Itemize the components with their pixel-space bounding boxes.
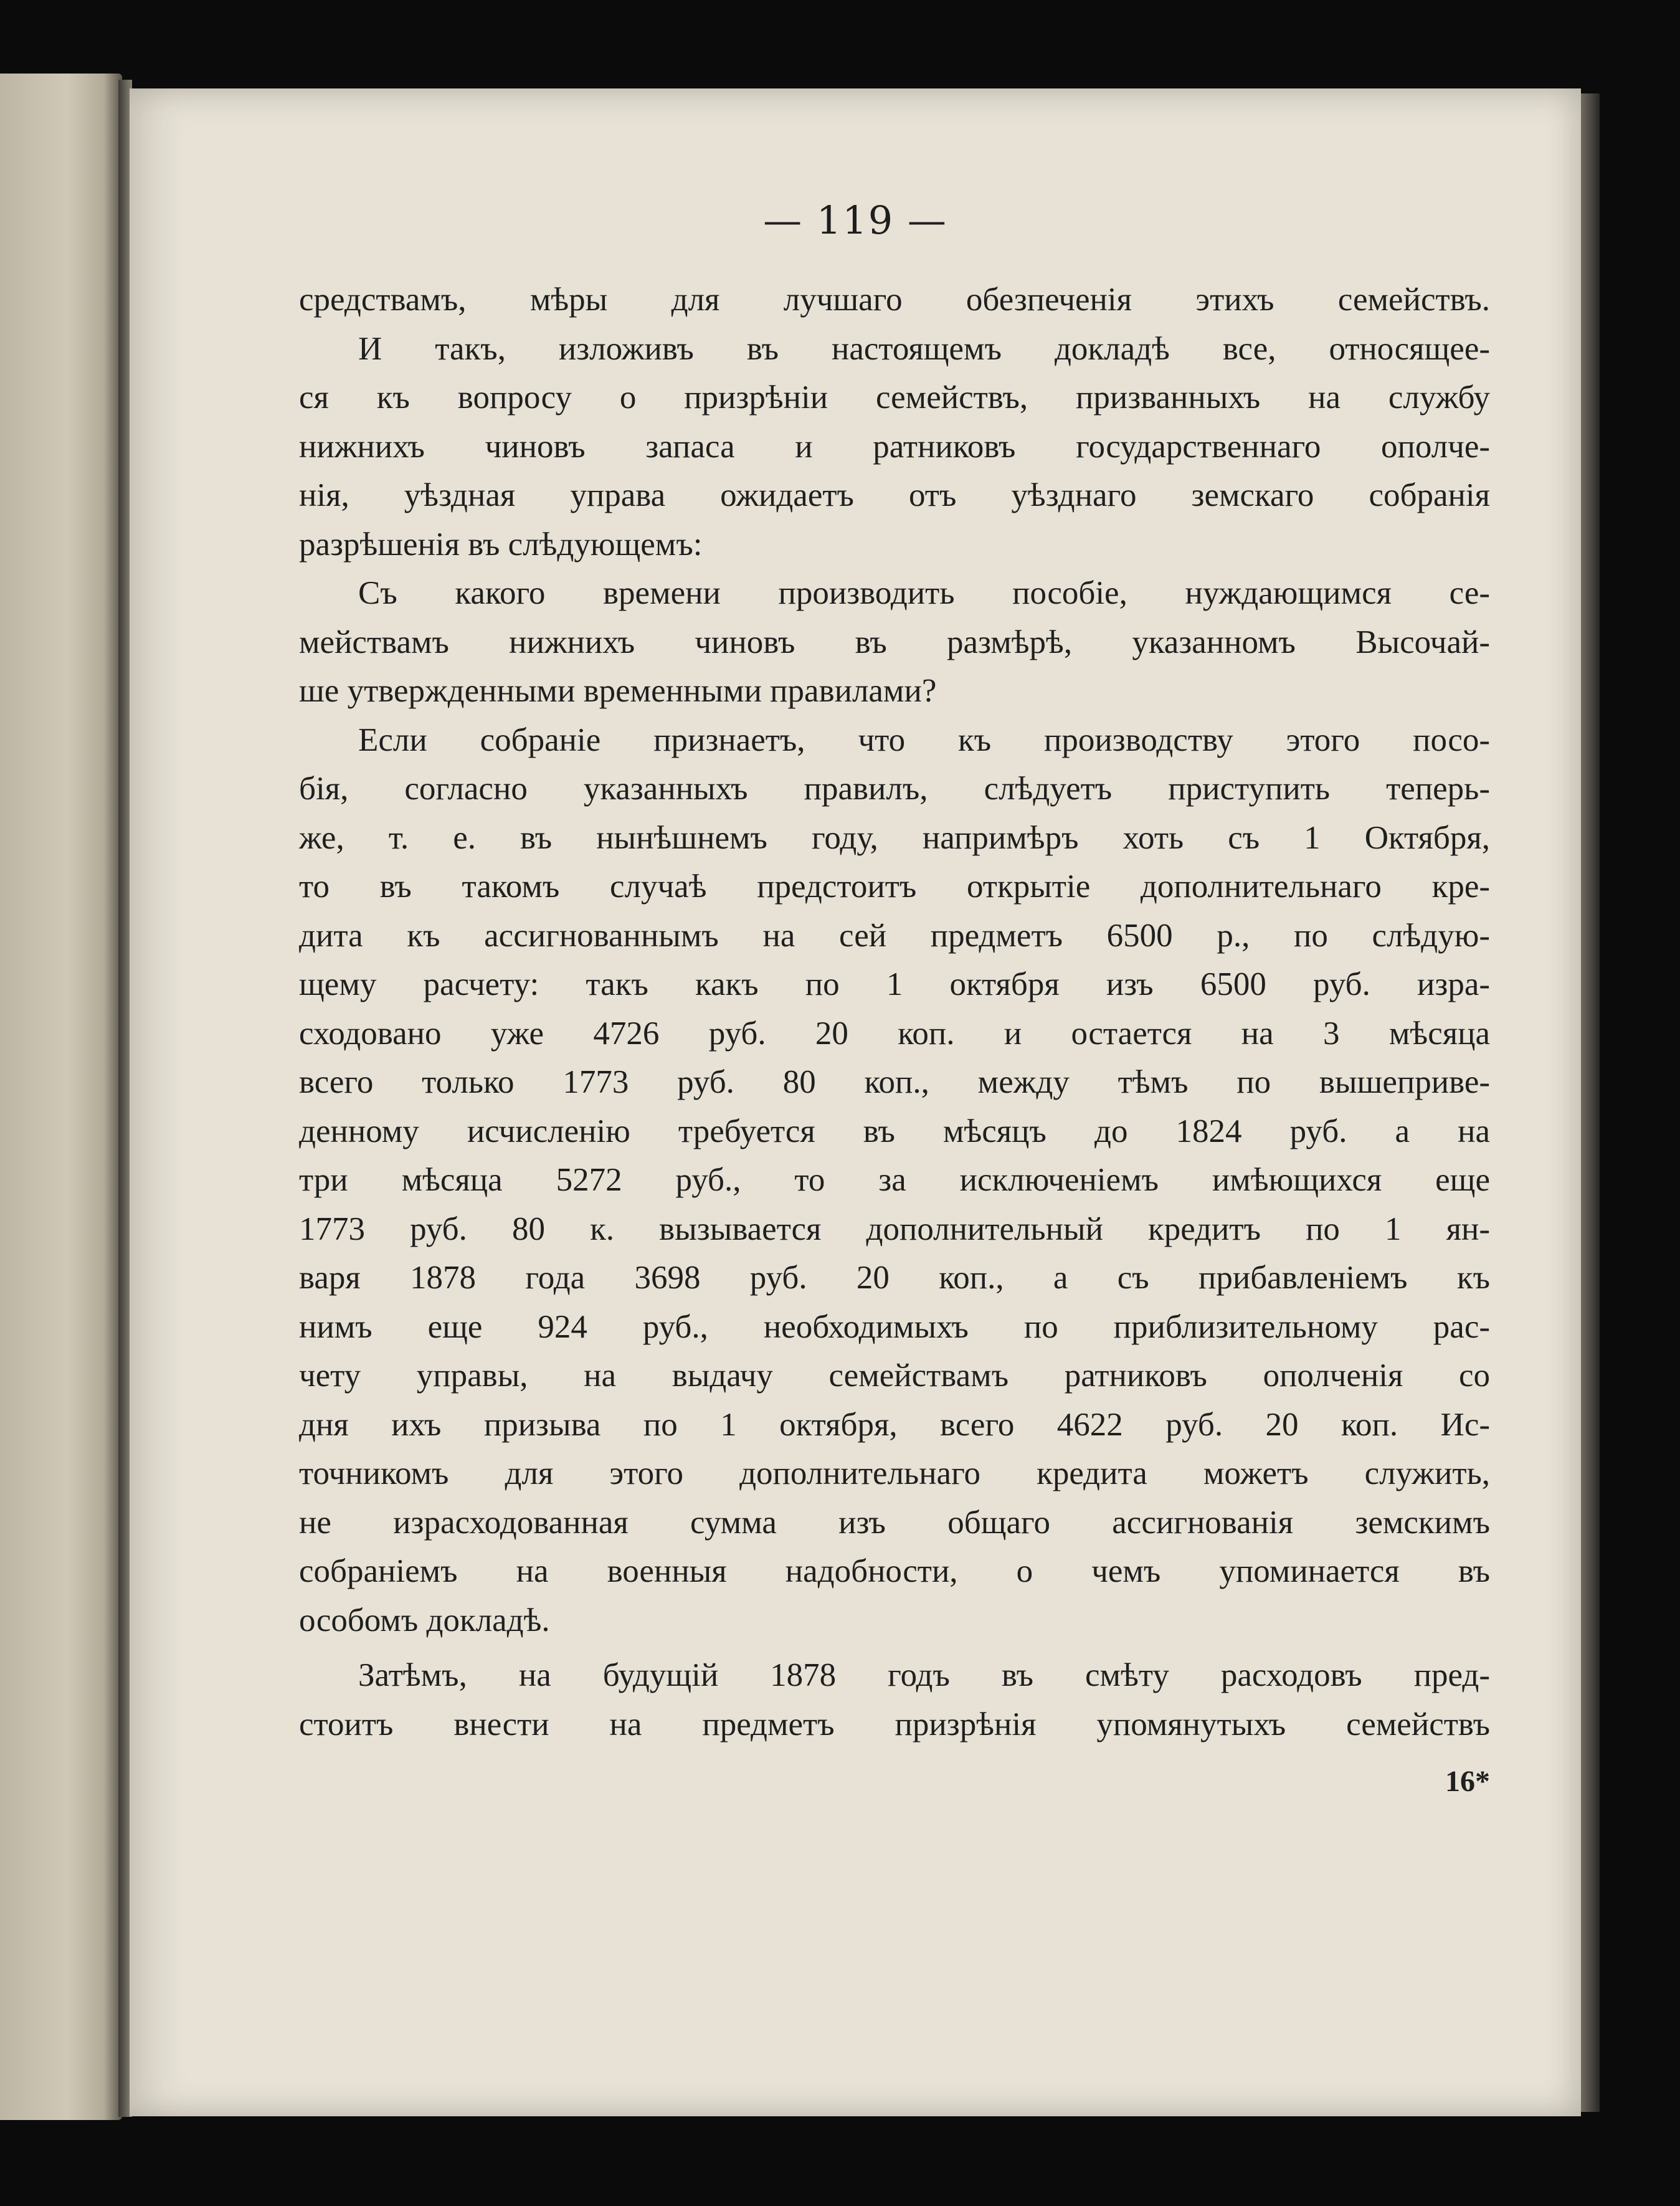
right-page-edge xyxy=(1581,93,1600,2112)
text-line: И такъ, изложивъ въ настоящемъ докладѣ все, относящее- xyxy=(358,330,1490,367)
text-line: всего только 1773 руб. 80 коп., между тѣмъ по вышеприве- xyxy=(299,1064,1490,1100)
text-line: Если собраніе признаетъ, что къ производству этого посо- xyxy=(358,721,1490,758)
text-line: Затѣмъ, на будущій 1878 годъ въ смѣту расходовъ пред- xyxy=(358,1657,1490,1693)
text-line: дня ихъ призыва по 1 октября, всего 4622 руб. 20 коп. Ис- xyxy=(299,1406,1490,1443)
text-line: особомъ докладѣ. xyxy=(299,1602,550,1638)
text-line: чету управы, на выдачу семействамъ ратниковъ ополченія со xyxy=(299,1357,1490,1394)
text-line: разрѣшенія въ слѣдующемъ: xyxy=(299,526,703,563)
text-line: 1773 руб. 80 к. вызывается дополнительный кредитъ по 1 ян- xyxy=(299,1210,1490,1247)
text-line: Съ какого времени производить пособіе, нуждающимся се- xyxy=(358,575,1490,611)
left-page-edge xyxy=(0,74,122,2120)
paragraph-gap xyxy=(299,1645,1490,1651)
text-line: ше утвержденными временными правилами? xyxy=(299,673,937,709)
text-line: не израсходованная сумма изъ общаго ассигнованія земскимъ xyxy=(299,1504,1490,1541)
text-line: нія, уѣздная управа ожидаетъ отъ уѣзднаго земскаго собранія xyxy=(299,477,1490,513)
page-number-header: — 119 — xyxy=(763,197,947,243)
text-line: средствамъ, мѣры для лучшаго обезпеченія этихъ семействъ. xyxy=(299,282,1490,318)
text-line: денному исчисленію требуется въ мѣсяцъ до 1824 руб. а на xyxy=(299,1113,1490,1149)
book-page xyxy=(130,88,1581,2116)
text-line: нимъ еще 924 руб., необходимыхъ по приблизительному рас- xyxy=(299,1308,1490,1345)
signature-mark: 16* xyxy=(1445,1765,1490,1798)
text-line: собраніемъ на военныя надобности, о чемъ упоминается въ xyxy=(299,1553,1490,1589)
text-line: нижнихъ чиновъ запаса и ратниковъ государственнаго ополче- xyxy=(299,428,1490,465)
text-line: бія, согласно указанныхъ правилъ, слѣдуетъ приступить теперь- xyxy=(299,771,1490,807)
text-line: три мѣсяца 5272 руб., то за исключеніемъ имѣющихся еще xyxy=(299,1162,1490,1198)
text-line: точникомъ для этого дополнительнаго кредита можетъ служить, xyxy=(299,1455,1490,1491)
page-text xyxy=(299,275,1490,1749)
text-line: дита къ ассигнованнымъ на сей предметъ 6500 р., по слѣдую- xyxy=(299,917,1490,954)
text-line: мействамъ нижнихъ чиновъ въ размѣрѣ, указанномъ Высочай- xyxy=(299,624,1490,660)
text-line: варя 1878 года 3698 руб. 20 коп., а съ прибавленіемъ къ xyxy=(299,1260,1490,1296)
text-line: стоитъ внести на предметъ призрѣнія упомянутыхъ семействъ xyxy=(299,1706,1490,1742)
text-line: то въ такомъ случаѣ предстоитъ открытіе дополнительнаго кре- xyxy=(299,868,1490,905)
text-line: ся къ вопросу о призрѣніи семействъ, призванныхъ на службу xyxy=(299,379,1490,416)
text-line: же, т. е. въ нынѣшнемъ году, напримѣръ хоть съ 1 Октября, xyxy=(299,819,1490,856)
text-line: сходовано уже 4726 руб. 20 коп. и остается на 3 мѣсяца xyxy=(299,1015,1490,1052)
text-line: щему расчету: такъ какъ по 1 октября изъ 6500 руб. изра- xyxy=(299,966,1490,1002)
